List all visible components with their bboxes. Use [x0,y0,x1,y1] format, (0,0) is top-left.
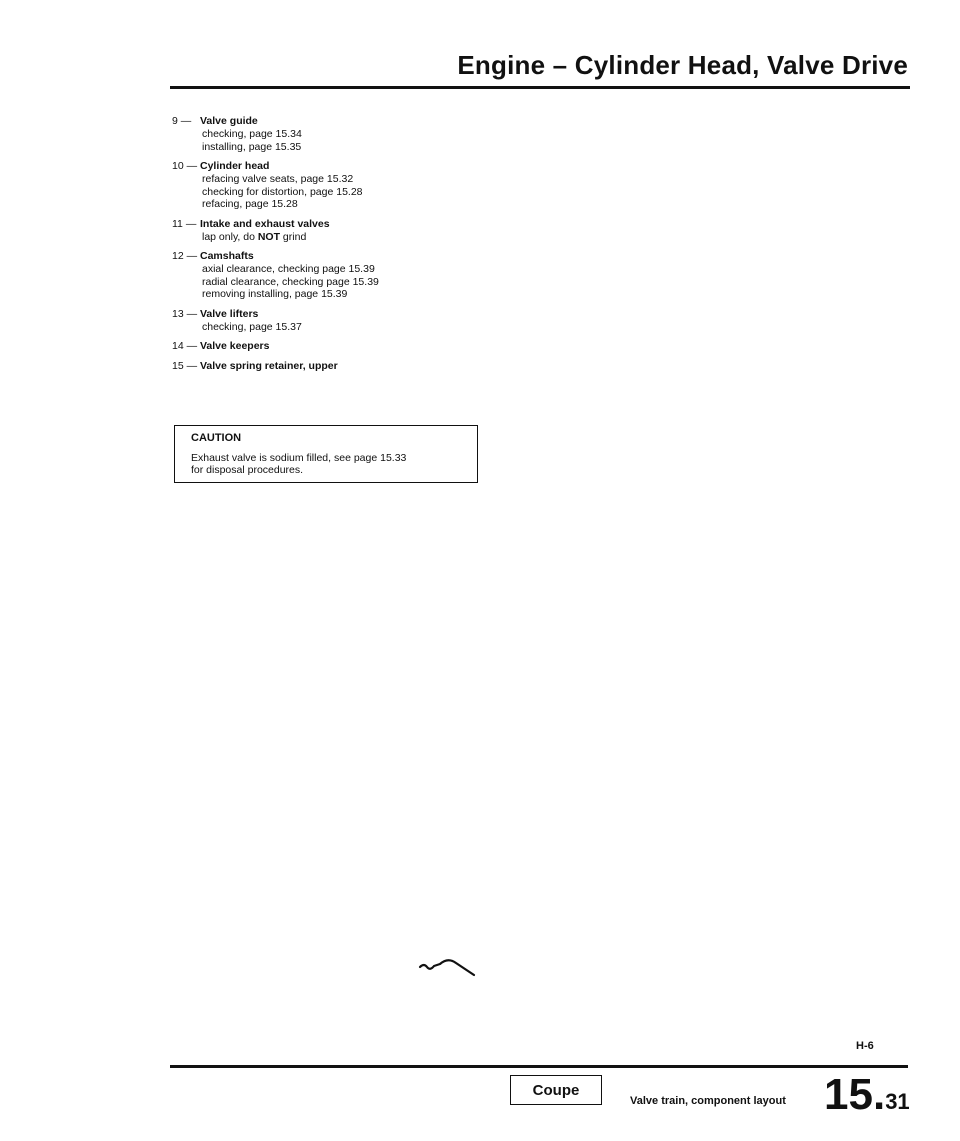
item-detail: checking, page 15.34 [202,128,302,140]
header-rule [170,86,910,89]
coupe-badge [510,1075,602,1105]
item-number: 10 — [172,160,198,172]
item-detail: checking, page 15.37 [202,320,302,333]
figure-code: H-6 [856,1040,874,1052]
item-title: Valve lifters [200,307,259,320]
item-detail [172,231,492,244]
item-detail: checking for distortion, page 15.28 [202,185,363,198]
caution-box [174,425,478,483]
caution-title: CAUTION [191,432,242,444]
list-item [172,360,492,373]
item-detail: radial clearance, checking page 15.39 [202,275,379,288]
list-item [172,115,492,153]
item-detail-suffix: grind [280,230,307,243]
item-detail-prefix: lap only, do [202,230,258,243]
item-detail: installing, page 15.35 [202,140,302,153]
page-number-major: 15 [824,1070,873,1119]
item-number: 14 — [172,340,198,352]
list-item [172,308,492,334]
page-number [824,1070,910,1119]
item-title: Valve guide [200,115,258,127]
item-list [172,115,492,380]
footer-rule [170,1065,908,1068]
squiggle-mark-icon [418,955,476,977]
item-detail: removing installing, page 15.39 [202,288,348,300]
item-title: Camshafts [200,250,254,262]
item-detail: refacing valve seats, page 15.32 [202,173,354,185]
page-number-separator: . [872,1070,886,1119]
item-detail: refacing, page 15.28 [202,198,298,210]
list-item [172,160,492,211]
item-detail-emphasis: NOT [257,230,281,243]
caution-text-line: for disposal procedures. [191,464,304,476]
item-title: Valve spring retainer, upper [200,360,338,372]
item-number: 12 — [172,250,198,262]
item-number: 9 — [172,115,192,127]
list-item [172,250,492,301]
item-title: Intake and exhaust valves [200,217,330,230]
item-number: 15 — [172,360,198,372]
list-item [172,218,492,244]
item-detail: axial clearance, checking page 15.39 [202,263,375,275]
item-number: 13 — [172,307,198,320]
page-title: Engine – Cylinder Head, Valve Drive [457,50,908,80]
list-item [172,340,492,353]
item-number: 11 — [172,217,197,230]
caution-text-line: Exhaust valve is sodium filled, see page 15.33 [191,452,407,464]
item-title: Cylinder head [200,160,270,172]
coupe-label: Coupe [532,1081,580,1099]
section-caption: Valve train, component layout [630,1095,786,1107]
page-number-minor: 31 [885,1089,910,1114]
item-title: Valve keepers [200,340,270,352]
